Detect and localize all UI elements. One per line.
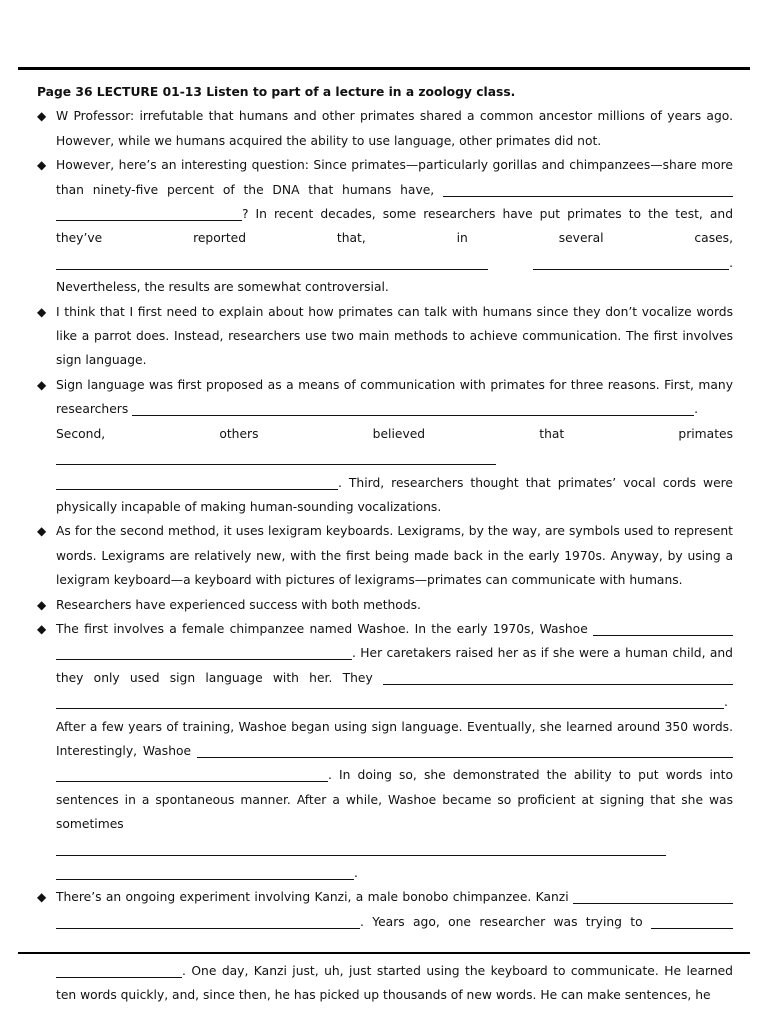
fill-in-blank[interactable] (56, 205, 242, 221)
fill-in-blank[interactable] (56, 962, 182, 978)
paragraph-text: However, here’s an interesting question: Since primates—particularly gorillas and chimpanzees—share more than ninety-five percent of the DNA that humans have, (56, 158, 733, 197)
paragraph-text: Sign language was first proposed as a means of communication with primates for three reasons. First, many researchers (56, 377, 733, 417)
top-rule (18, 67, 750, 70)
fill-in-blank[interactable] (383, 669, 733, 685)
fill-in-blank[interactable] (56, 449, 496, 465)
paragraph-text: I think that I first need to explain about how primates can talk with humans since they don’t vocalize words like a parrot does. Instead, researchers use two main methods to achieve communication. The first involves sign language. (56, 304, 733, 368)
worksheet (37, 80, 733, 1007)
paragraph-1 (37, 104, 733, 153)
fill-in-blank[interactable] (56, 644, 352, 660)
fill-in-blank[interactable] (651, 913, 733, 929)
paragraph-text: The first involves a female chimpanzee named Washoe. In the early 1970s, Washoe (56, 621, 588, 636)
diamond-bullet-icon: ◆ (37, 304, 47, 319)
page-header: Page 36 LECTURE 01-13 Listen to part of a lecture in a zoology class. (37, 85, 516, 99)
paragraph-7 (37, 617, 733, 885)
paragraph-text: After a few years of training, Washoe began using sign language. Eventually, she learned around 350 words. Interestingly, Washoe (56, 719, 733, 758)
paragraph-2 (37, 153, 733, 299)
fill-in-blank[interactable] (593, 620, 733, 636)
diamond-bullet-icon: ◆ (37, 597, 47, 612)
fill-in-blank[interactable] (132, 400, 694, 416)
paragraph-text: . (724, 695, 728, 710)
fill-in-blank[interactable] (56, 864, 354, 880)
diamond-bullet-icon: ◆ (37, 621, 47, 636)
paragraph-text: . Nevertheless, the results are somewhat controversial. (56, 255, 733, 295)
paragraph-text: . (694, 402, 699, 417)
paragraph-5 (37, 519, 733, 592)
paragraph-text: . (354, 866, 358, 880)
paragraph-4 (37, 373, 733, 519)
paragraph-text: . Her caretakers raised her as if she were a human child, and they only used sign language with her. They (56, 646, 733, 685)
fill-in-blank[interactable] (56, 693, 724, 709)
fill-in-blank[interactable] (443, 181, 733, 197)
fill-in-blank[interactable] (533, 254, 729, 270)
paragraph-text: ? In recent decades, some researchers have put primates to the test, and they’ve reported that, in several cases, (56, 207, 733, 246)
bottom-rule (18, 952, 750, 954)
fill-in-blank[interactable] (197, 742, 733, 758)
fill-in-blank[interactable] (56, 913, 360, 929)
diamond-bullet-icon: ◆ (37, 377, 47, 392)
diamond-bullet-icon: ◆ (37, 158, 47, 173)
diamond-bullet-icon: ◆ (37, 524, 47, 539)
paragraph-text: W Professor: irrefutable that humans and other primates shared a common ancestor millions of years ago. However, while we humans acquired the ability to use language, other primates did not. (56, 109, 733, 148)
fill-in-blank[interactable] (56, 254, 488, 270)
paragraph-text: . In doing so, she demonstrated the ability to put words into sentences in a spontaneous manner. After a while, Washoe became so proficient at signing that she was sometimes (56, 768, 733, 832)
paragraph-text: . Third, researchers thought that primates’ vocal cords were physically incapable of making human-sounding vocalizations. (56, 475, 733, 514)
paragraph-text: There’s an ongoing experiment involving Kanzi, a male bonobo chimpanzee. Kanzi (56, 890, 569, 905)
paragraph-text: As for the second method, it uses lexigram keyboards. Lexigrams, by the way, are symbols used to represent words. Lexigrams are relatively new, with the first being made back in the early 1970s. Anyway, by using a lexigram keyboard—a keyboard with pictures of lexigrams—primates can communicate with humans. (56, 524, 733, 588)
fill-in-blank[interactable] (56, 474, 338, 490)
paragraph-8 (37, 885, 733, 1007)
paragraph-text: . One day, Kanzi just, uh, just started using the keyboard to communicate. He learned ten words quickly, and, since then, he has picked up thousands of new words. He can make sentences, he (56, 963, 733, 1003)
diamond-bullet-icon: ◆ (37, 109, 47, 124)
paragraph-6 (37, 593, 733, 617)
diamond-bullet-icon: ◆ (37, 890, 47, 905)
fill-in-blank[interactable] (56, 937, 724, 953)
fill-in-blank[interactable] (56, 840, 666, 856)
fill-in-blank[interactable] (56, 766, 328, 782)
paragraph-3 (37, 300, 733, 373)
paragraph-text: . Years ago, one researcher was trying to (360, 914, 643, 929)
fill-in-blank[interactable] (573, 888, 733, 904)
paragraph-text: Researchers have experienced success with both methods. (56, 597, 421, 612)
paragraph-text: Second, others believed that primates (56, 426, 733, 441)
